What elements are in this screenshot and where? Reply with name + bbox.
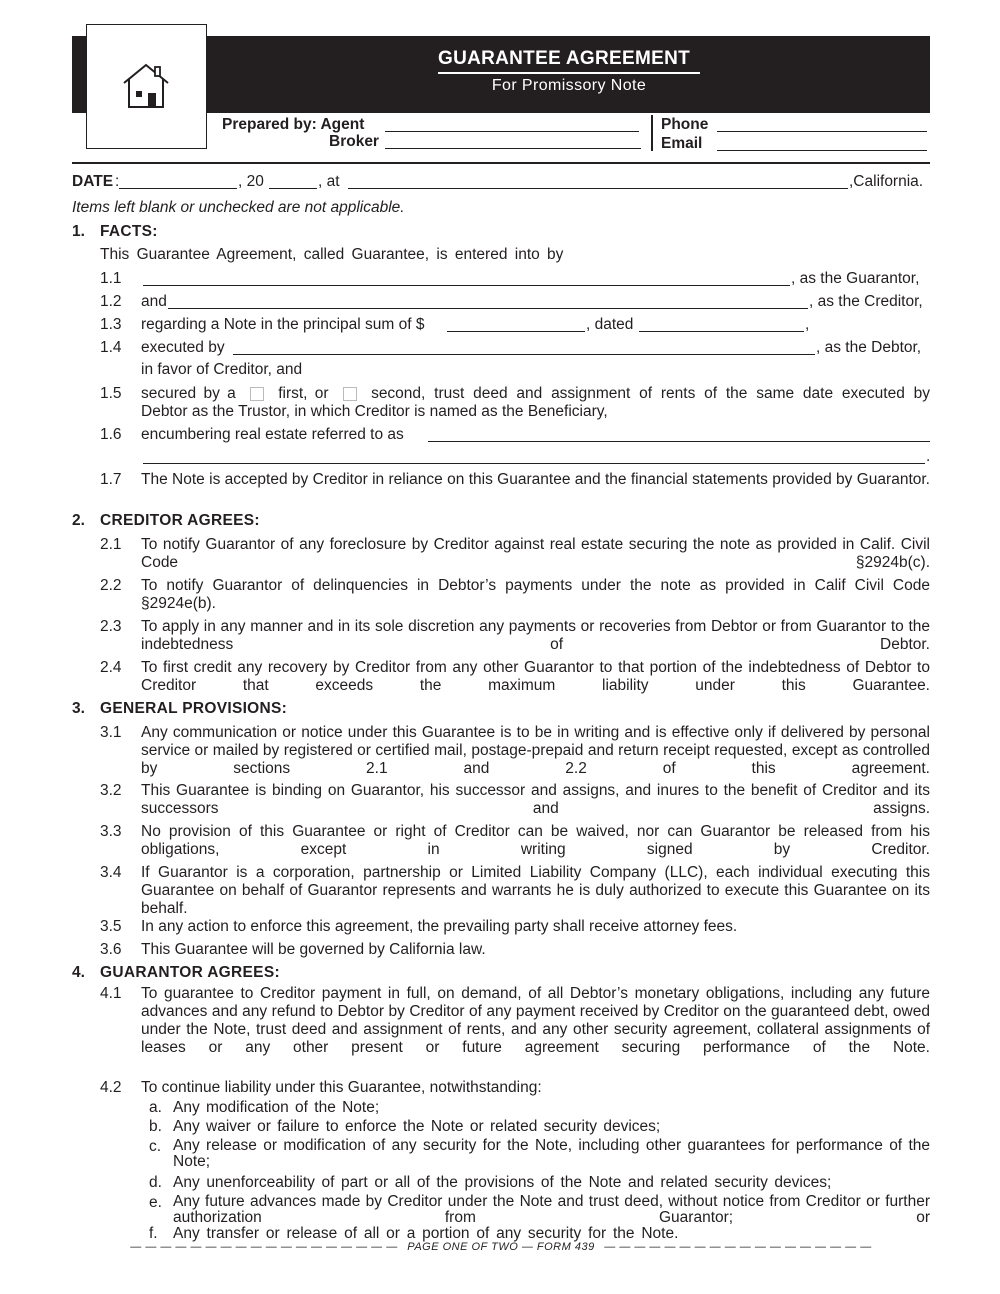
prepared-by-agent-label: Prepared by: Agent <box>222 116 365 133</box>
date-field[interactable] <box>119 188 237 189</box>
item-2-2-text: To notify Guarantor of delinquencies in Debtor’s payments under the note as provided in Calif Civil Code §2924e(b). <box>141 577 930 612</box>
item-1-5-line2: Debtor as the Trustor, in which Creditor is named as the Beneficiary, <box>141 403 608 420</box>
item-2-1-text: To notify Guarantor of any foreclosure by Creditor against real estate securing the note as provided in Calif. Civil Code §2924b(c). <box>141 536 930 571</box>
item-1-1-number: 1.1 <box>100 270 122 287</box>
section-3-title: GENERAL PROVISIONS: <box>100 700 288 717</box>
subitem-b-text: Any waiver or failure to enforce the Note or related security devices; <box>173 1118 661 1135</box>
year-prefix: , 20 <box>238 173 264 190</box>
real-estate-field-2[interactable] <box>143 463 925 464</box>
section-2-title: CREDITOR AGREES: <box>100 512 260 529</box>
item-1-5-number: 1.5 <box>100 385 122 402</box>
second-trust-deed-checkbox[interactable] <box>343 387 357 401</box>
footer-text: PAGE ONE OF TWO — FORM 439 <box>407 1241 595 1253</box>
guarantor-suffix: , as the Guarantor, <box>791 270 920 287</box>
item-3-4-text: If Guarantor is a corporation, partnership or Limited Liability Company (LLC), each individual executing this Guarantee on behalf of Guarantor represents and warrants he is duly authorized to execute this Guarantee on its behalf. <box>141 864 930 917</box>
item-1-7-text: The Note is accepted by Creditor in reliance on this Guarantee and the financial statements provided by Guarantor. <box>141 471 930 488</box>
broker-field[interactable] <box>385 148 641 149</box>
subitem-d-letter: d. <box>149 1174 162 1191</box>
section-2-number: 2. <box>72 512 85 529</box>
agent-field[interactable] <box>385 131 639 132</box>
item-3-2-text: This Guarantee is binding on Guarantor, his successor and assigns, and inures to the benefit of Creditor and its successors and assigns. <box>141 782 930 817</box>
state-suffix: ,California. <box>849 173 924 190</box>
item-3-5-text: In any action to enforce this agreement, the prevailing party shall receive attorney fees. <box>141 918 738 935</box>
subitem-c-letter: c. <box>149 1138 162 1155</box>
phone-field[interactable] <box>717 131 927 132</box>
item-1-3-number: 1.3 <box>100 316 122 333</box>
dated-label: , dated <box>586 316 634 333</box>
note-date-field[interactable] <box>639 331 804 332</box>
item-1-2-number: 1.2 <box>100 293 122 310</box>
creditor-suffix: , as the Creditor, <box>809 293 923 310</box>
item-1-7-number: 1.7 <box>100 471 122 488</box>
first-trust-deed-checkbox[interactable] <box>250 387 264 401</box>
item-2-3-number: 2.3 <box>100 618 122 635</box>
subitem-e-text: Any future advances made by Creditor under the Note and trust deed, without notice from Creditor or further authorization from Guarantor; or <box>173 1193 930 1226</box>
page-footer: — — — — — — — — — — — — — — — — — — PAGE ONE OF TWO — FORM 439 — — — — — — — — — — — — — — — — — — <box>130 1241 872 1253</box>
header-rule <box>72 162 930 164</box>
real-estate-label: encumbering real estate referred to as <box>141 426 404 443</box>
subitem-f-letter: f. <box>149 1225 158 1242</box>
item-4-2-number: 4.2 <box>100 1079 122 1096</box>
year-field[interactable] <box>269 188 317 189</box>
form-subtitle: For Promissory Note <box>491 77 647 94</box>
and-label: and <box>141 293 167 310</box>
item-3-4-number: 3.4 <box>100 864 122 881</box>
subitem-a-letter: a. <box>149 1099 162 1116</box>
section-4-number: 4. <box>72 964 85 981</box>
item-4-2-text: To continue liability under this Guarantee, notwithstanding: <box>141 1079 542 1096</box>
subitem-d-text: Any unenforceability of part or all of the provisions of the Note and related security devices; <box>173 1174 832 1191</box>
item-3-5-number: 3.5 <box>100 918 122 935</box>
title-rule <box>438 72 700 74</box>
item-2-4-text: To first credit any recovery by Creditor from any other Guarantor to that portion of the indebtedness of Debtor to Creditor that exceeds the maximum liability under this Guarantee. <box>141 659 930 694</box>
item-1-5-line1: secured by a first, or second, trust deed and assignment of rents of the same date executed by <box>141 385 930 402</box>
subitem-c-text: Any release or modification of any security for the Note, including other guarantees for performance of the Note; <box>173 1137 930 1170</box>
executed-by-label: executed by <box>141 339 225 356</box>
debtor-field[interactable] <box>233 354 815 355</box>
item-4-1-text: To guarantee to Creditor payment in full, on demand, of all Debtor’s monetary obligations, including any future advances and any refund to Debtor by Creditor of any payment received by Creditor on the guaranteed debt, owed under the Note, trust deed and assignment of rents, and any other security agreement, collateral assignments of leases or any other present or future agreement securing performance of the Note. <box>141 985 930 1056</box>
item-2-3-text: To apply in any manner and in its sole discretion any payments or recoveries from Debtor or from Guarantor to the indebtedness of Debtor. <box>141 618 930 653</box>
facts-intro: This Guarantee Agreement, called Guarantee, is entered into by <box>100 246 564 263</box>
item-2-4-number: 2.4 <box>100 659 122 676</box>
item-3-3-text: No provision of this Guarantee or right of Creditor can be waived, nor can Guarantor be released from his obligations, except in writing signed by Creditor. <box>141 823 930 858</box>
item-2-2-number: 2.2 <box>100 577 122 594</box>
principal-sum-label: regarding a Note in the principal sum of $ <box>141 316 425 333</box>
broker-label: Broker <box>329 133 379 150</box>
section-3-number: 3. <box>72 700 85 717</box>
principal-sum-field[interactable] <box>447 331 585 332</box>
item-3-1-text: Any communication or notice under this Guarantee is to be in writing and is effective only if delivered by personal service or mailed by registered or certified mail, postage-prepaid and return receipt requested, except as controlled by sections 2.1 and 2.2 of this agreement. <box>141 724 930 777</box>
blank-items-note: Items left blank or unchecked are not applicable. <box>72 199 405 216</box>
item-3-2-number: 3.2 <box>100 782 122 799</box>
subitem-e-letter: e. <box>149 1194 162 1211</box>
logo-box <box>86 24 207 149</box>
email-label: Email <box>661 135 703 152</box>
real-estate-field-1[interactable] <box>428 441 930 442</box>
item-3-3-number: 3.3 <box>100 823 122 840</box>
subitem-b-letter: b. <box>149 1118 162 1135</box>
in-favor-text: in favor of Creditor, and <box>141 361 303 378</box>
item-1-6-number: 1.6 <box>100 426 122 443</box>
date-label: DATE <box>72 173 114 190</box>
phone-label: Phone <box>661 116 709 133</box>
email-field[interactable] <box>717 150 927 151</box>
item-1-4-number: 1.4 <box>100 339 122 356</box>
subitem-a-text: Any modification of the Note; <box>173 1099 380 1116</box>
section-1-number: 1. <box>72 223 85 240</box>
guarantor-field[interactable] <box>143 285 790 286</box>
debtor-suffix: , as the Debtor, <box>816 339 922 356</box>
item-2-1-number: 2.1 <box>100 536 122 553</box>
location-field[interactable] <box>348 188 848 189</box>
form-title: GUARANTEE AGREEMENT <box>438 48 691 69</box>
section-1-title: FACTS: <box>100 223 158 240</box>
header-divider <box>651 115 653 151</box>
house-icon <box>121 61 171 111</box>
item-3-1-number: 3.1 <box>100 724 122 741</box>
item-3-6-number: 3.6 <box>100 941 122 958</box>
subitem-f-text: Any transfer or release of all or a portion of any security for the Note. <box>173 1225 679 1242</box>
at-label: , at <box>318 173 340 190</box>
item-3-6-text: This Guarantee will be governed by California law. <box>141 941 486 958</box>
creditor-field[interactable] <box>168 308 808 309</box>
item-4-1-number: 4.1 <box>100 985 122 1002</box>
section-4-title: GUARANTOR AGREES: <box>100 964 280 981</box>
